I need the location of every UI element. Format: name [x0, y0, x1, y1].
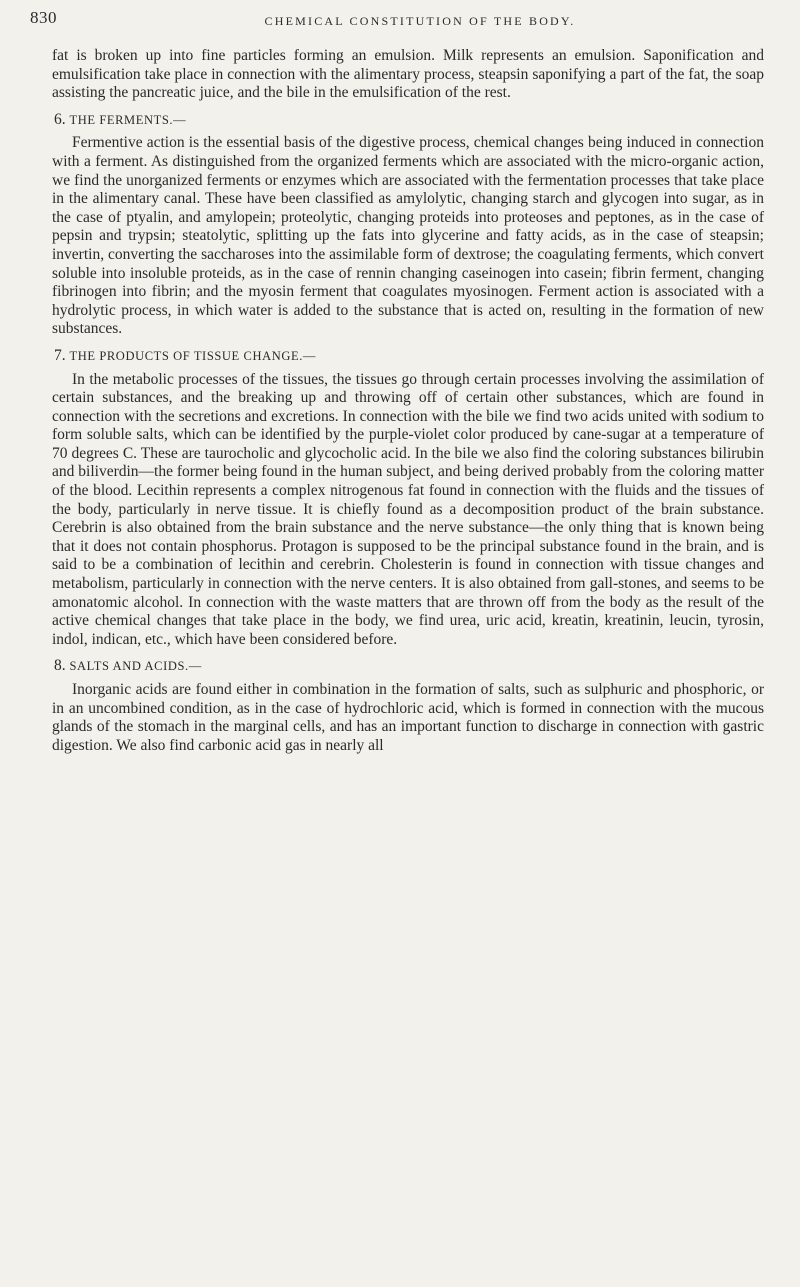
section-heading-salts-acids	[52, 657, 764, 676]
paragraph-fat-emulsion: fat is broken up into fine particles forming an emulsion. Milk represents an emulsion. Saponification and emulsification take place in connection with the alimentary process, steapsin saponifying a part of the fat, the soap assisting the pancreatic juice, and the bile in the emulsification of the rest.	[52, 47, 764, 102]
section-number: 6.	[54, 110, 66, 128]
section-heading-tissue-change	[52, 347, 764, 366]
page-body	[52, 47, 764, 755]
section-title: THE FERMENTS.—	[69, 112, 187, 127]
section-title: SALTS AND ACIDS.—	[69, 659, 202, 674]
section-heading-ferments	[52, 111, 764, 130]
section-title: THE PRODUCTS OF TISSUE CHANGE.—	[69, 348, 317, 363]
paragraph-tissue-change: In the metabolic processes of the tissues, the tissues go through certain processes involving the assimilation of certain substances, and the breaking up and throwing off of certain other substances, which are found in connection with the secretions and excretions. In connection with the bile we find two acids united with sodium to form soluble salts, which can be identified by the purple-violet color produced by cane-sugar at a temperature of 70 degrees C. These are taurocholic and glycocholic acid. In the bile we also find the coloring substances bilirubin and biliverdin—the former being found in the human subject, and being derived probably from the coloring matter of the blood. Lecithin represents a complex nitrogenous fat found in connection with the fluids and the tissues of the body, particularly in nerve tissue. It is chiefly found as a decomposition product of the brain substance. Cerebrin is also obtained from the brain substance and the nerve substance—the only thing that is known being that it does not contain phosphorus. Protagon is supposed to be the principal substance found in the brain, and is said to be a combination of lecithin and cerebrin. Cholesterin is found in connection with tissue changes and metabolism, particularly in connection with the nerve centers. It is also obtained from gall-stones, and seems to be amonatomic alcohol. In connection with the waste matters that are thrown off from the body as the result of the active chemical changes that take place in the body, we find urea, uric acid, kreatin, kreatinin, leucin, tyrosin, indol, indican, etc., which have been considered before.	[52, 370, 764, 648]
paragraph-ferments: Fermentive action is the essential basis of the digestive process, chemical changes being induced in connection with a ferment. As distinguished from the organized ferments which are associated with the micro-organic action, we find the unorganized ferments or enzymes which are associated with the fermentation processes that take place in the alimentary canal. These have been classified as amylolytic, changing starch and glycogen into sugar, as in the case of ptyalin, and amylopein; proteolytic, changing proteids into proteoses and peptones, as in the case of pepsin and trypsin; steatolytic, splitting up the fats into glycerine and fatty acids, as in the case of steapsin; invertin, converting the saccharoses into the assimilable form of dextrose; the coagulating ferments, which convert soluble into insoluble proteids, as in the case of rennin changing caseinogen into casein; fibrin ferment, changing fibrinogen into fibrin; and the myosin ferment that coagulates myosinogen. Ferment action is associated with a hydrolytic process, in which water is added to the substance that is acted on, resulting in the formation of new substances.	[52, 134, 764, 338]
section-number: 7.	[54, 346, 66, 364]
page-number: 830	[30, 8, 57, 27]
running-head: CHEMICAL CONSTITUTION OF THE BODY.	[264, 14, 576, 28]
section-number: 8.	[54, 657, 66, 675]
paragraph-salts-acids: Inorganic acids are found either in combination in the formation of salts, such as sulphuric and phosphoric, or in an uncombined condition, as in the case of hydrochloric acid, which is formed in connection with the mucous glands of the stomach in the marginal cells, and has an important function to discharge in connection with gastric digestion. We also find carbonic acid gas in nearly all	[52, 681, 764, 754]
